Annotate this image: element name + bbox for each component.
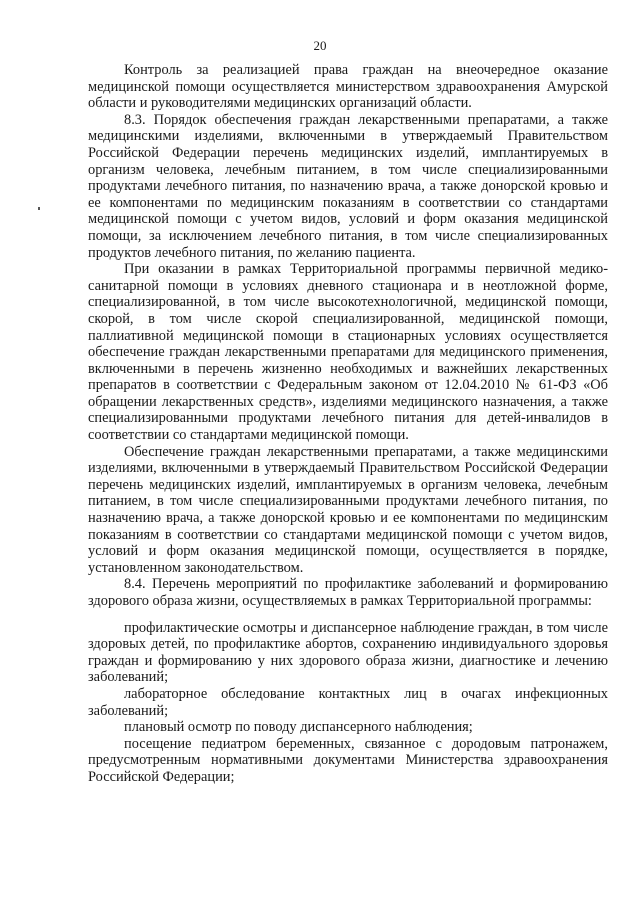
list-item: посещение педиатром беременных, связанное с дородовым патронажем, предусмотренным нормативными документами Министерства здравоохранения Российской Федерации; (88, 735, 608, 785)
scan-artifact (38, 207, 40, 210)
page-number: 20 (313, 38, 327, 53)
paragraph-section-8-3: 8.3. Порядок обеспечения граждан лекарственными препаратами, а также медицинскими изделиями, включенными в утверждаемый Правительством Российской Федерации перечень медицинских изделий, имплантируемых в организм человека, лечебным питанием, в том числе специализированными продуктами лечебного питания, по назначению врача, а также донорской кровью и ее компонентами по медицинским показаниям в соответствии со стандартами медицинской помощи с учетом видов, условий и форм оказания медицинской помощи, за исключением лечебного питания, в том числе специализированных продуктов лечебного питания, по желанию пациента. (88, 111, 608, 261)
list-item: профилактические осмотры и диспансерное наблюдение граждан, в том числе здоровых детей, по профилактике абортов, сохранению индивидуального здоровья граждан и формированию у них здорового образа жизни, диагностике и лечению заболеваний; (88, 619, 608, 686)
list-item: лабораторное обследование контактных лиц в очагах инфекционных заболеваний; (88, 685, 608, 719)
document-body (88, 62, 608, 786)
paragraph-drug-supply: Обеспечение граждан лекарственными препаратами, а также медицинскими изделиями, включенными в утверждаемый Правительством Российской Федерации перечень медицинских изделий, имплантируемых в организм человека, лечебным питанием, в том числе специализированными продуктами лечебного питания, по назначению врача, а также донорской кровью и ее компонентами по медицинским показаниям в соответствии со стандартами медицинской помощи с учетом видов, условий и форм оказания медицинской помощи, осуществляется в порядке, установленном законодательством. (88, 443, 608, 576)
paragraph-access-control: Контроль за реализацией права граждан на внеочередное оказание медицинской помощи осуществляется министерством здравоохранения Амурской области и руководителями медицинских организаций области. (88, 62, 608, 112)
paragraph-section-8-4: 8.4. Перечень мероприятий по профилактике заболеваний и формированию здорового образа жизни, осуществляемых в рамках Территориальной программы: (88, 576, 608, 609)
paragraph-territorial-program: При оказании в рамках Территориальной программы первичной медико-санитарной помощи в условиях дневного стационара и в неотложной форме, специализированной, в том числе высокотехнологичной, медицинской помощи, скорой, в том числе скорой специализированной, медицинской помощи, паллиативной медицинской помощи в стационарных условиях осуществляется обеспечение граждан лекарственными препаратами для медицинского применения, включенными в перечень жизненно необходимых и важнейших лекарственных препаратов в соответствии с Федеральным законом от 12.04.2010 № 61-ФЗ «Об обращении лекарственных средств», изделиями медицинского назначения, а также специализированными продуктами лечебного питания для детей-инвалидов в соответствии со стандартами медицинской помощи. (88, 261, 608, 444)
list-item: плановый осмотр по поводу диспансерного наблюдения; (124, 719, 473, 736)
